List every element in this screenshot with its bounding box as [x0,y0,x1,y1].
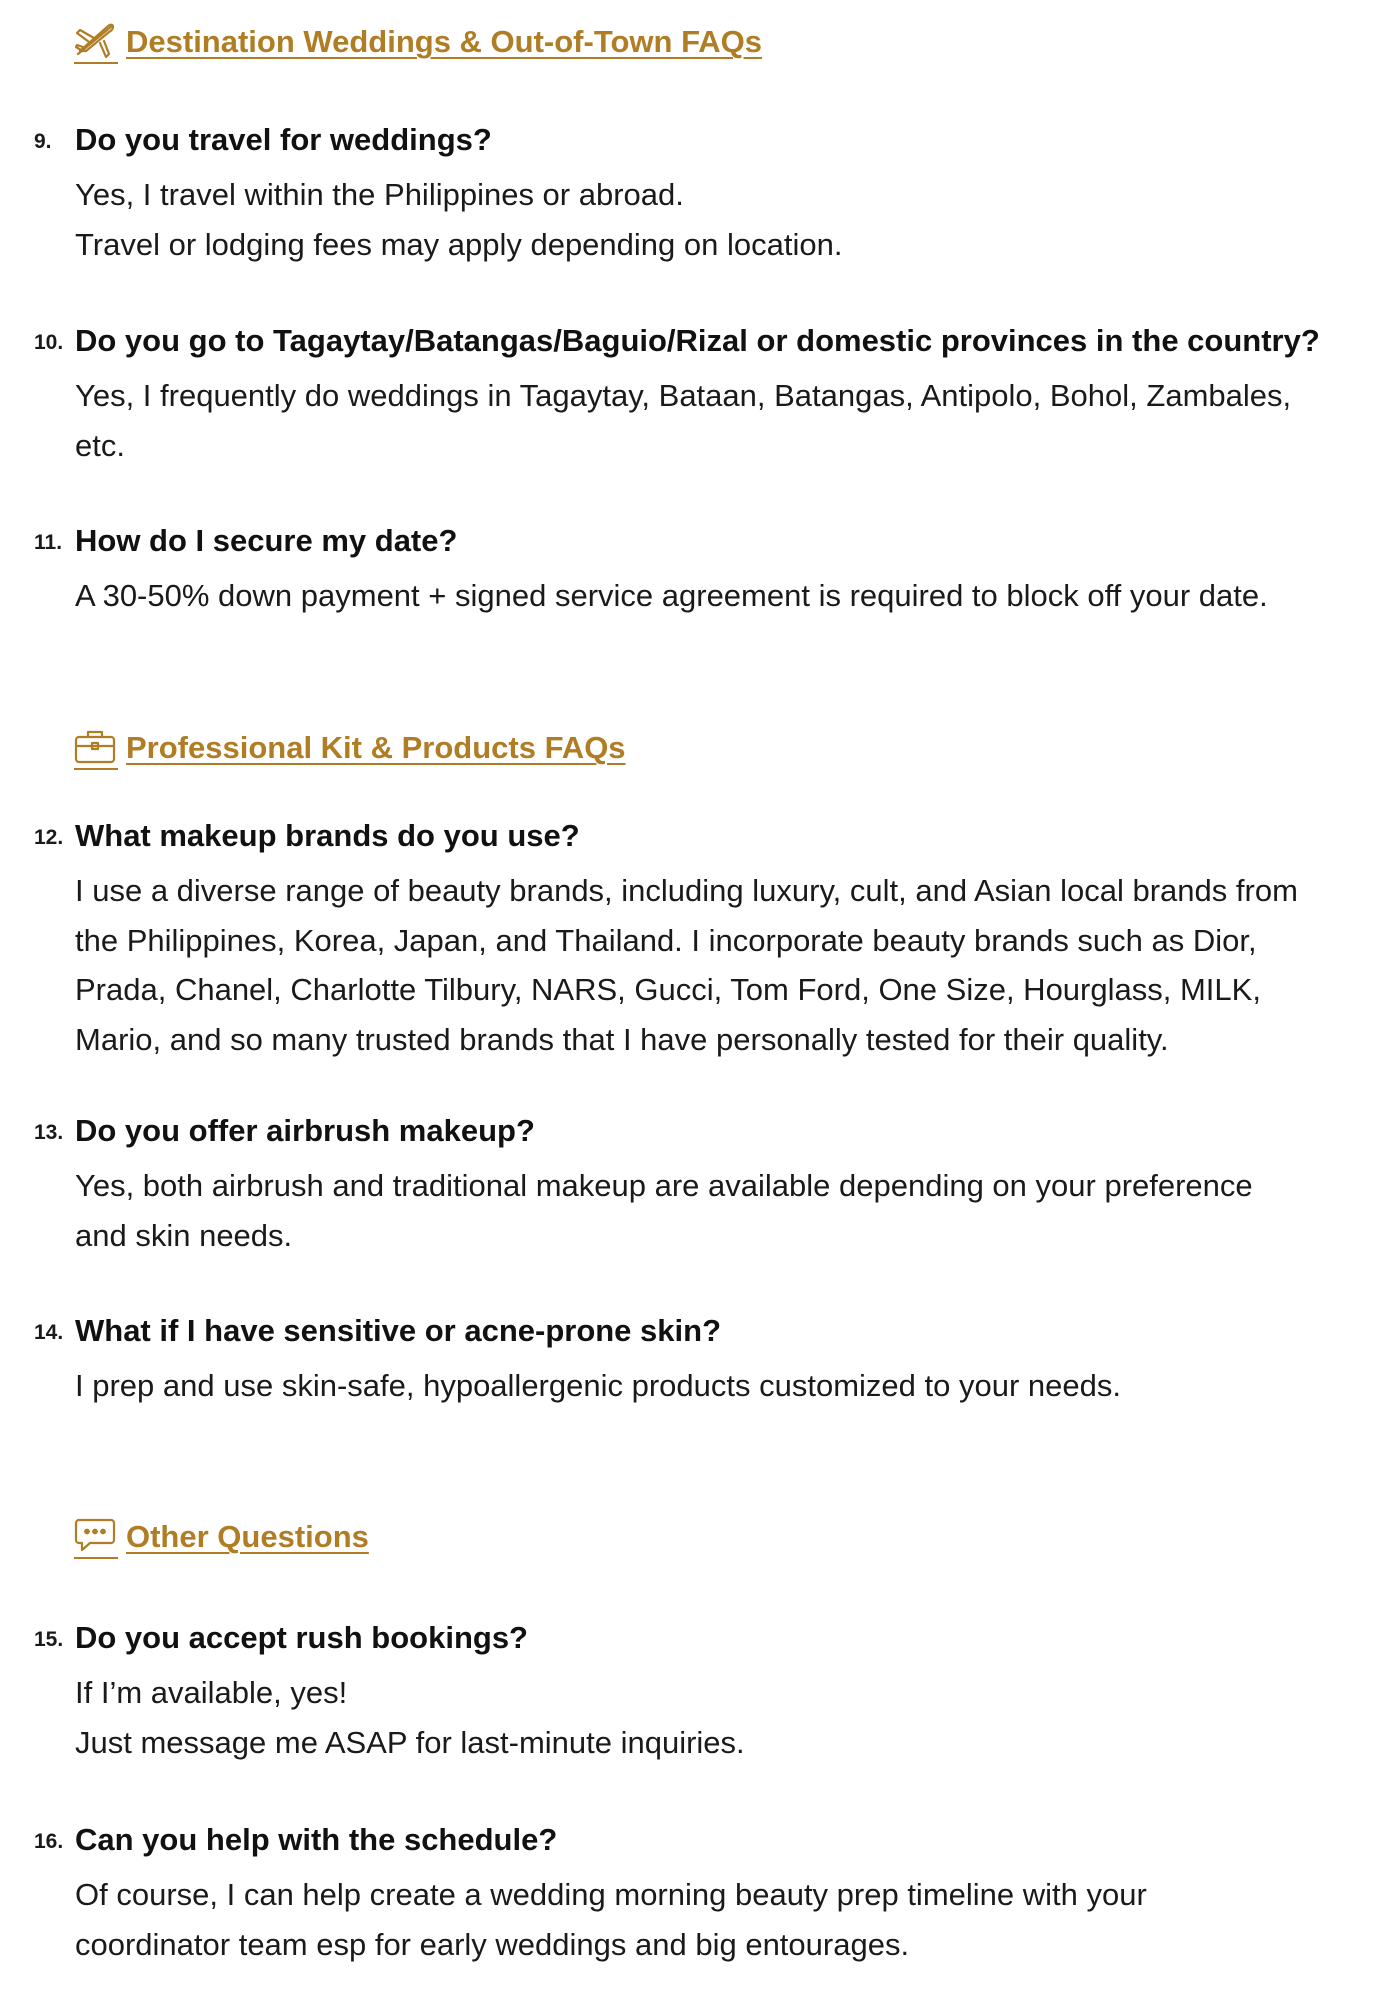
answer-line: I prep and use skin-safe, hypoallergenic products customized to your needs. [75,1368,1121,1403]
briefcase-icon [74,726,118,770]
answer-line: Yes, I travel within the Philippines or abroad. [75,177,684,212]
answer-line: etc. [75,427,125,463]
section-heading-destination [74,20,762,64]
answer-line: coordinator team esp for early weddings and big entourages. [75,1926,910,1962]
answer-line: Travel or lodging fees may apply depending on location. [75,226,843,262]
faq-question: Do you accept rush bookings? [75,1620,528,1655]
faq-number: 9. [34,130,52,153]
faq-number: 12. [34,826,64,849]
faq-answer [75,371,1375,470]
faq-number: 14. [34,1321,64,1344]
answer-line: the Philippines, Korea, Japan, and Thailand. I incorporate beauty brands such as Dior, [75,922,1257,958]
faq-number: 11. [34,531,63,554]
answer-line: If I’m available, yes! [75,1675,348,1710]
section-heading-other-questions [74,1515,369,1559]
section-title: Professional Kit & Products FAQs [126,730,626,765]
answer-line: Yes, both airbrush and traditional makeup are available depending on your preference [75,1168,1253,1203]
answer-line: A 30-50% down payment + signed service agreement is required to block off your date. [75,578,1268,613]
faq-question: How do I secure my date? [75,523,458,558]
section-title: Other Questions [126,1519,369,1554]
answer-line: Just message me ASAP for last-minute inquiries. [75,1724,745,1760]
faq-number: 10. [34,331,64,354]
answer-line: I use a diverse range of beauty brands, including luxury, cult, and Asian local brands from [75,873,1298,908]
faq-number: 15. [34,1628,64,1651]
faq-answer [75,866,1375,1064]
faq-answer [75,170,1375,269]
faq-answer [75,1668,1375,1767]
section-heading-professional-kit [74,726,626,770]
faq-question: What makeup brands do you use? [75,818,580,853]
faq-question: Do you travel for weddings? [75,122,492,157]
faq-answer [75,1361,1375,1411]
faq-question: Do you offer airbrush makeup? [75,1113,535,1148]
faq-question: Can you help with the schedule? [75,1822,558,1857]
faq-answer [75,571,1375,621]
faq-answer [75,1870,1375,1969]
section-title: Destination Weddings & Out-of-Town FAQs [126,24,763,59]
faq-number: 16. [34,1830,64,1853]
faq-question: What if I have sensitive or acne-prone skin? [75,1313,722,1348]
faq-answer [75,1161,1375,1260]
answer-line: Prada, Chanel, Charlotte Tilbury, NARS, Gucci, Tom Ford, One Size, Hourglass, MILK, [75,972,1261,1007]
answer-line: Of course, I can help create a wedding morning beauty prep timeline with your [75,1877,1147,1912]
airplane-icon [74,20,118,64]
chat-bubble-icon [74,1515,118,1559]
answer-line: Mario, and so many trusted brands that I have personally tested for their quality. [75,1021,1169,1057]
faq-number: 13. [34,1121,64,1144]
answer-line: Yes, I frequently do weddings in Tagaytay, Bataan, Batangas, Antipolo, Bohol, Zambales, [75,378,1292,413]
faq-question: Do you go to Tagaytay/Batangas/Baguio/Rizal or domestic provinces in the country? [75,323,1320,358]
answer-line: and skin needs. [75,1217,293,1253]
